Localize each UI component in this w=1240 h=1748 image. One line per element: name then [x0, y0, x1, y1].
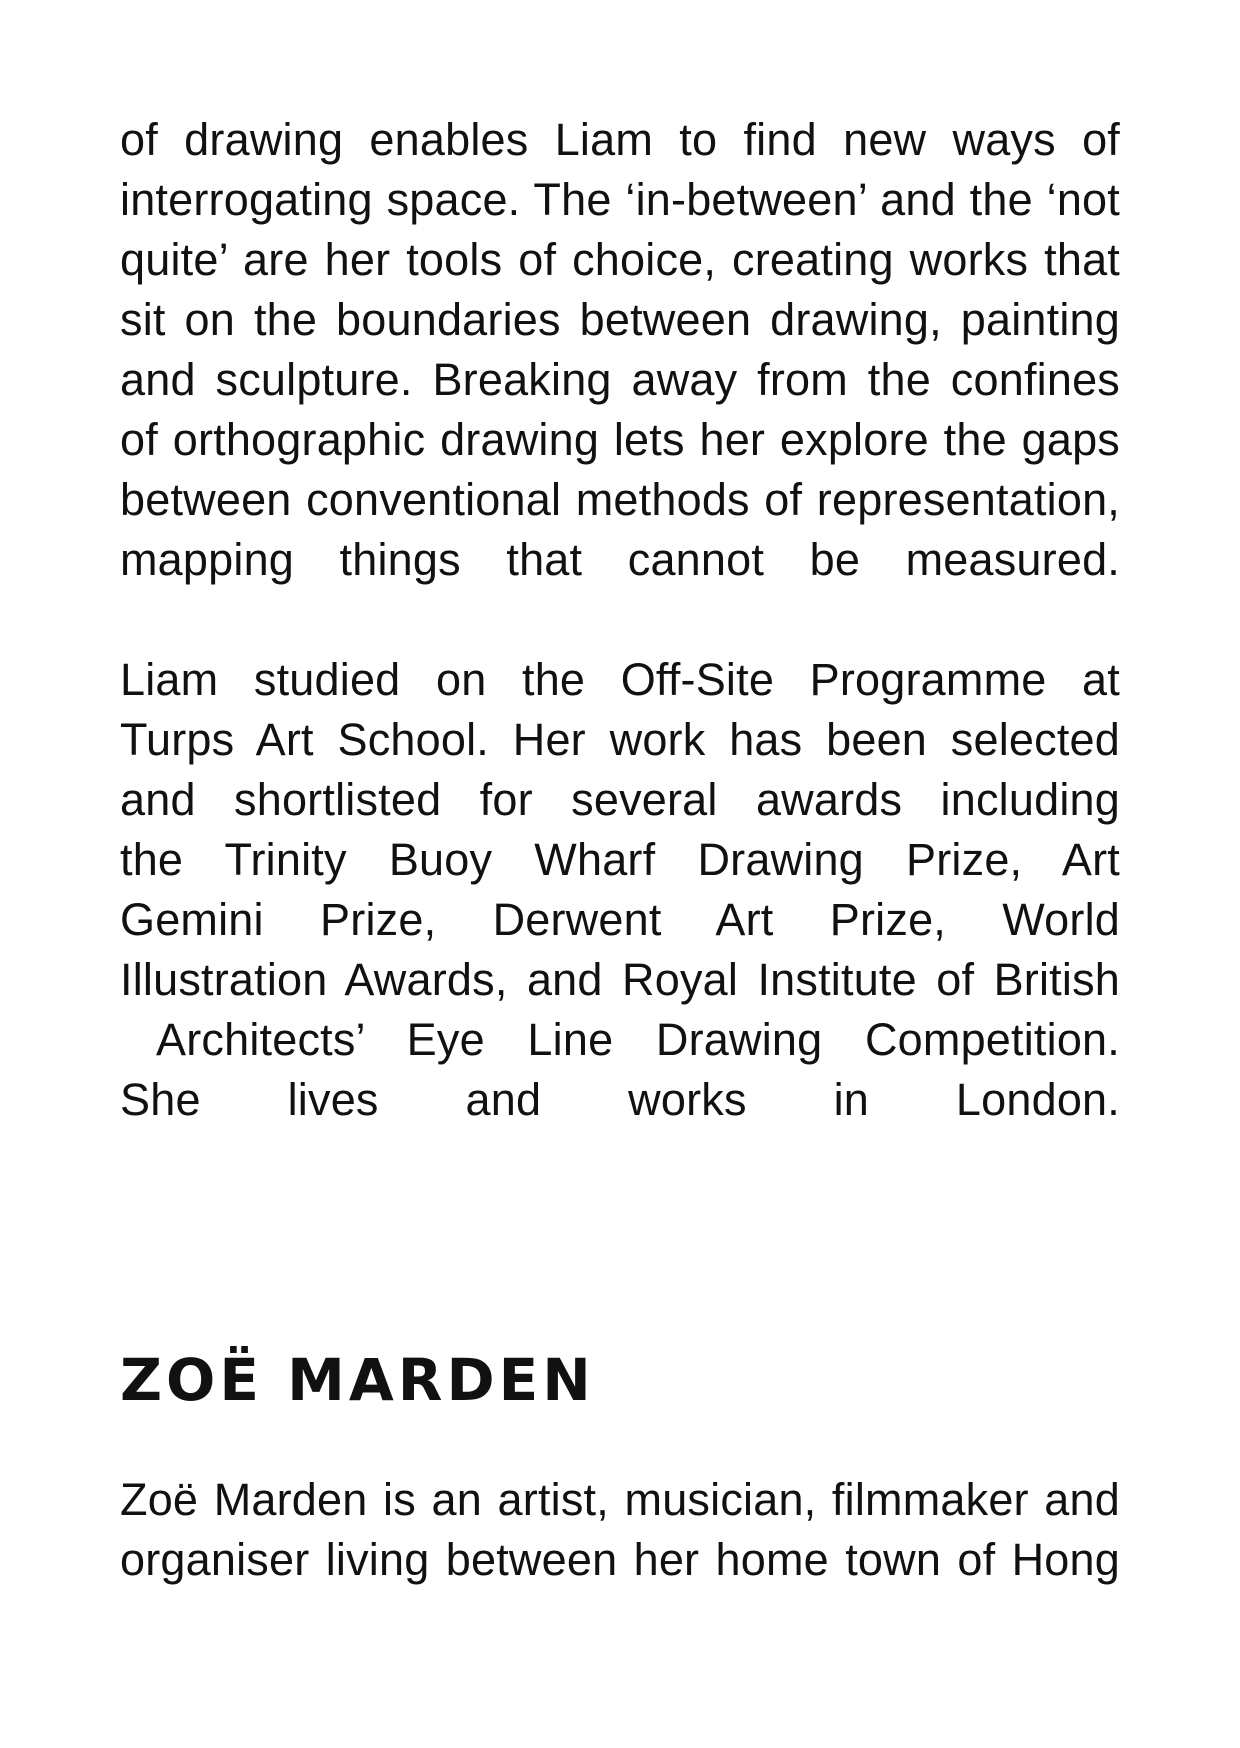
text-line: of drawing enables Liam to find new ways of	[120, 114, 1120, 165]
section-heading-zoe-marden: ZOË MARDEN	[120, 1346, 595, 1414]
text-line: Zoë Marden is an artist, musician, filmmaker and	[120, 1474, 1120, 1525]
text-line: and shortlisted for several awards including	[120, 774, 1120, 825]
text-line: mapping things that cannot be measured.	[120, 534, 1120, 585]
liam-bio-paragraph-1	[120, 110, 1120, 590]
text-line: between conventional methods of representation,	[120, 474, 1120, 525]
text-line: and sculpture. Breaking away from the confines	[120, 354, 1120, 405]
text-line: Illustration Awards, and Royal Institute of British	[120, 954, 1120, 1005]
text-line: interrogating space. The ‘in-between’ and the ‘not	[120, 174, 1120, 225]
text-line: Gemini Prize, Derwent Art Prize, World	[120, 894, 1120, 945]
text-line: quite’ are her tools of choice, creating works that	[120, 234, 1120, 285]
text-line: Turps Art School. Her work has been selected	[120, 714, 1120, 765]
zoe-bio-paragraph	[120, 1470, 1120, 1590]
text-line: Liam studied on the Off-Site Programme at	[120, 654, 1120, 705]
text-line: of orthographic drawing lets her explore the gaps	[120, 414, 1120, 465]
text-line: sit on the boundaries between drawing, painting	[120, 294, 1120, 345]
liam-bio-paragraph-2	[120, 650, 1120, 1130]
text-line: Architects’ Eye Line Drawing Competition.	[156, 1014, 1120, 1065]
text-line: She lives and works in London.	[120, 1074, 1120, 1125]
text-line: organiser living between her home town of Hong	[120, 1534, 1120, 1585]
text-line: the Trinity Buoy Wharf Drawing Prize, Art	[120, 834, 1120, 885]
